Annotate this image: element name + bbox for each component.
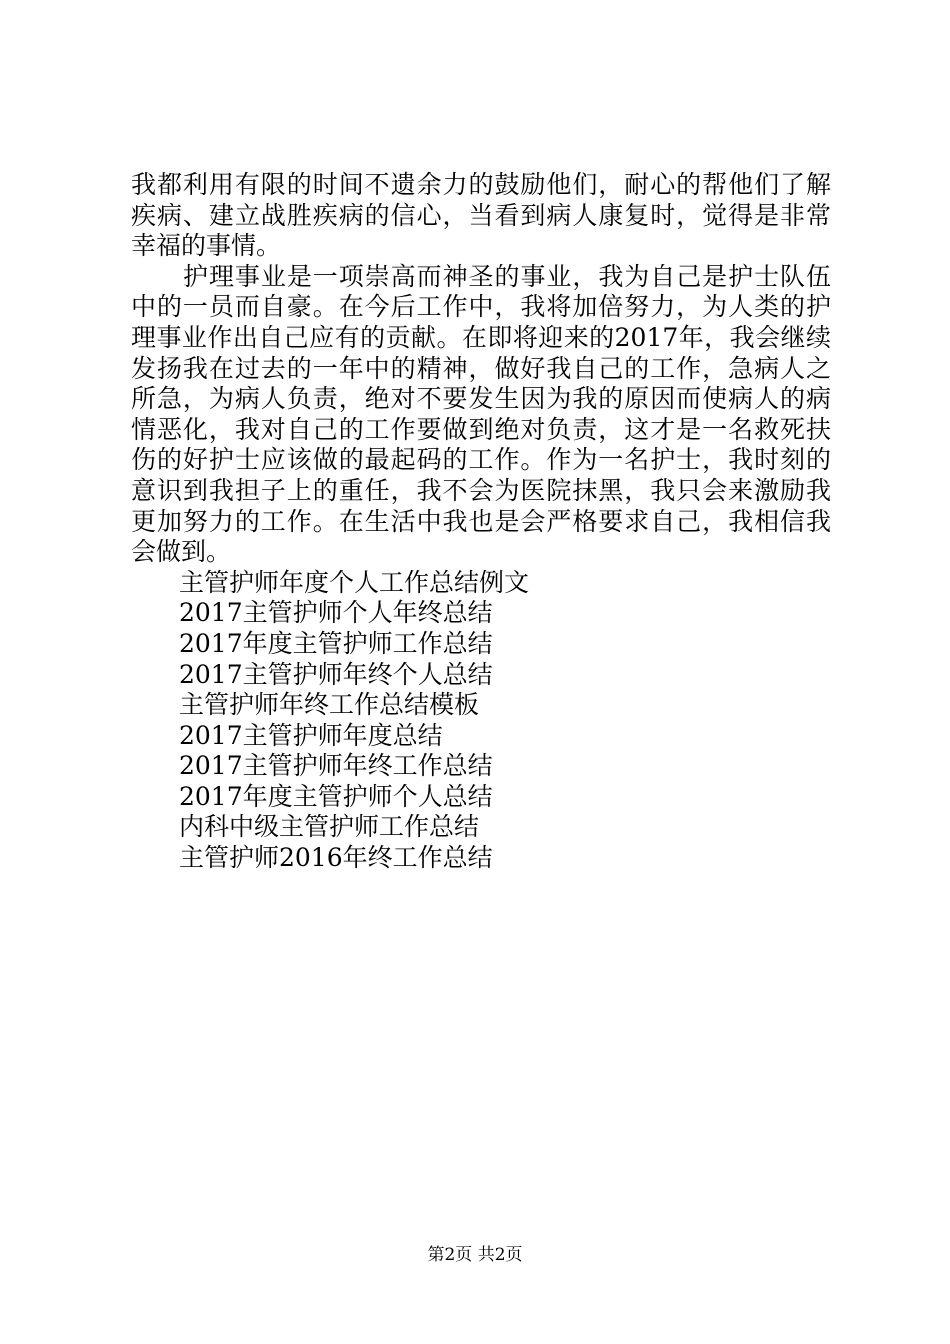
related-article-link[interactable]: 2017主管护师年终工作总结 xyxy=(179,751,493,781)
paragraph-line: 伤的好护士应该做的最起码的工作。作为一名护士，我时刻的 xyxy=(131,445,831,475)
paragraph-line: 我都利用有限的时间不遗余力的鼓励他们，耐心的帮他们了解 xyxy=(131,170,831,199)
paragraph-line: 所急，为病人负责，绝对不要发生因为我的原因而使病人的病 xyxy=(131,384,831,414)
paragraph-line: 幸福的事情。 xyxy=(131,231,282,261)
related-article-link[interactable]: 2017主管护师年度总结 xyxy=(179,720,443,750)
related-article-link[interactable]: 主管护师年终工作总结模板 xyxy=(179,690,480,720)
related-article-link[interactable]: 2017年度主管护师工作总结 xyxy=(179,628,493,658)
paragraph-line: 会做到。 xyxy=(131,537,232,567)
paragraph-2 xyxy=(131,262,831,568)
paragraph-line: 中的一员而自豪。在今后工作中，我将加倍努力，为人类的护 xyxy=(131,292,831,322)
paragraph-line: 发扬我在过去的一年中的精神，做好我自己的工作，急病人之 xyxy=(131,353,831,383)
paragraph-line: 情恶化，我对自己的工作要做到绝对负责，这才是一名救死扶 xyxy=(131,414,831,444)
paragraph-1 xyxy=(131,170,831,262)
related-article-link[interactable]: 2017主管护师年终个人总结 xyxy=(179,659,493,689)
document-body xyxy=(131,170,831,874)
page-number-indicator: 第2页 共2页 xyxy=(427,1245,523,1265)
page-footer xyxy=(0,1244,950,1266)
paragraph-line: 更加努力的工作。在生活中我也是会严格要求自己，我相信我 xyxy=(131,506,831,536)
related-articles-list xyxy=(131,568,831,874)
paragraph-line: 意识到我担子上的重任，我不会为医院抹黑，我只会来激励我 xyxy=(131,475,831,505)
related-article-link[interactable]: 2017主管护师个人年终总结 xyxy=(179,598,493,628)
related-article-link[interactable]: 内科中级主管护师工作总结 xyxy=(179,812,480,842)
related-article-link[interactable]: 主管护师2016年终工作总结 xyxy=(179,843,493,873)
paragraph-line: 理事业作出自己应有的贡献。在即将迎来的2017年，我会继续 xyxy=(131,322,831,352)
related-article-link[interactable]: 2017年度主管护师个人总结 xyxy=(179,781,493,811)
related-article-link[interactable]: 主管护师年度个人工作总结例文 xyxy=(179,567,530,597)
paragraph-line: 护理事业是一项崇高而神圣的事业，我为自己是护士队伍 xyxy=(183,261,831,291)
paragraph-line: 疾病、建立战胜疾病的信心，当看到病人康复时，觉得是非常 xyxy=(131,200,831,230)
